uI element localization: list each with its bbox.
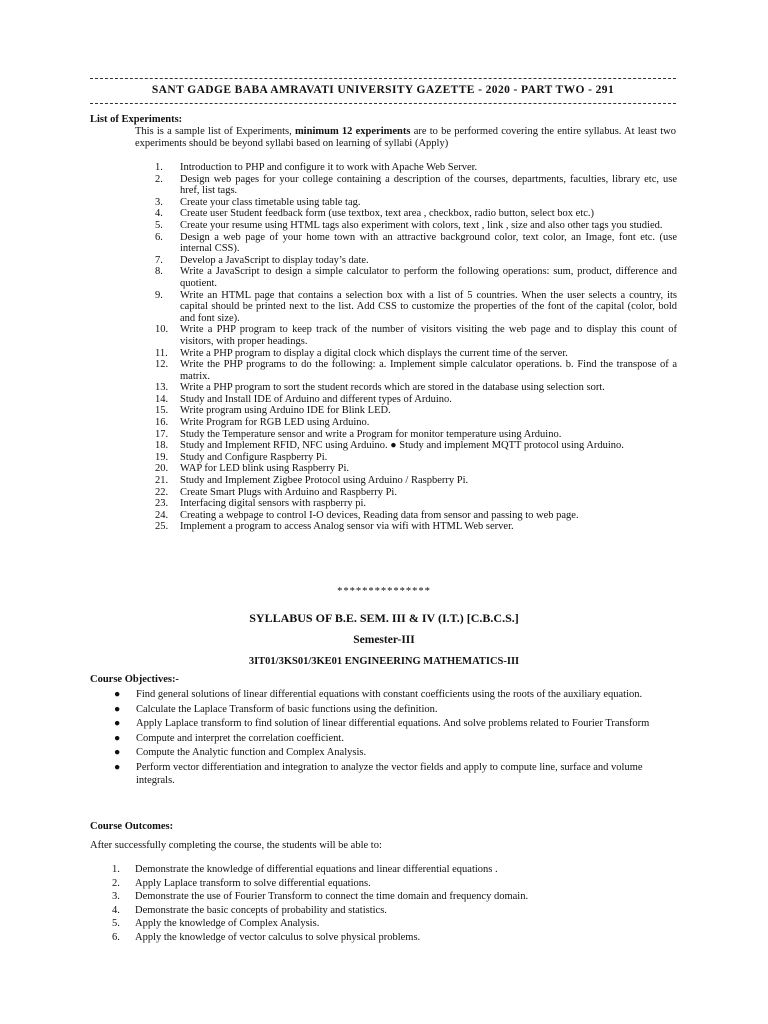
experiment-text: Study and Configure Raspberry Pi. [180, 451, 328, 463]
experiment-item [155, 324, 677, 347]
intro-bold: minimum 12 experiments [294, 126, 411, 137]
experiment-number: 13. [155, 382, 169, 394]
experiment-item [155, 266, 677, 289]
syllabus-title: SYLLABUS OF B.E. SEM. III & IV (I.T.) [C.B.C.S.] [249, 611, 519, 625]
experiment-number: 1. [155, 162, 163, 173]
experiment-text: Write a PHP program to display a digital clock which displays the current time of the server. [180, 347, 568, 359]
objective-item [112, 703, 657, 717]
objective-text: Compute the Analytic function and Complex Analysis. [136, 747, 367, 758]
experiment-item [155, 417, 677, 429]
experiment-number: 15. [155, 405, 169, 417]
objective-text: Compute and interpret the correlation coefficient. [136, 732, 344, 744]
experiment-item [155, 162, 677, 174]
experiment-item [155, 521, 677, 533]
outcome-number: 4. [112, 904, 120, 916]
outcome-number: 5. [112, 918, 120, 929]
outcome-item [112, 863, 672, 877]
objective-text: Find general solutions of linear differential equations with constant coefficients using the roots of the auxiliary equation. [136, 689, 643, 700]
outcome-item [112, 917, 672, 931]
experiment-item [155, 290, 677, 325]
experiment-number: 25. [155, 521, 169, 533]
experiment-text: Write an HTML page that contains a selection box with a list of 5 countries. When the user selects a country, its capital should be printed next to the list. Add CSS to customize the properties of the font of the capital (color, bold and font size). [180, 289, 677, 324]
experiment-number: 14. [155, 393, 169, 405]
objective-item [112, 761, 657, 788]
outcome-number: 6. [112, 931, 120, 943]
semester-heading: Semester-III [353, 634, 415, 646]
experiment-text: Study the Temperature sensor and write a Program for monitor temperature using Arduino. [180, 428, 562, 440]
experiment-number: 11. [155, 347, 168, 359]
experiment-text: Create your resume using HTML tags also experiment with colors, text , link , size and also other tags you studied. [180, 219, 663, 231]
experiment-number: 10. [155, 324, 169, 336]
experiment-item [155, 359, 677, 382]
outcome-item [112, 931, 672, 945]
outcomes-list [112, 863, 672, 944]
experiment-text: Design web pages for your college containing a description of the courses, departments, faculties, library etc, use href, list tags. [180, 173, 677, 197]
bullet-icon: ● [114, 747, 121, 758]
outcome-text: Apply the knowledge of Complex Analysis. [135, 918, 320, 929]
objective-item [112, 746, 657, 760]
outcome-text: Apply Laplace transform to solve differential equations. [135, 877, 371, 889]
experiment-item [155, 197, 677, 209]
experiment-number: 8. [155, 266, 163, 278]
objective-item [112, 688, 657, 702]
outcome-item [112, 904, 672, 918]
experiment-text: Introduction to PHP and configure it to work with Apache Web Server. [180, 162, 478, 173]
experiment-item [155, 510, 677, 522]
experiment-item [155, 498, 677, 510]
bullet-icon: ● [114, 689, 121, 700]
experiment-text: Design a web page of your home town with an attractive background color, text color, an Image, font etc. (use internal CSS). [180, 231, 677, 255]
experiment-item [155, 487, 677, 499]
experiment-number: 6. [155, 231, 163, 243]
experiment-item [155, 475, 677, 487]
gazette-header-title: SANT GADGE BABA AMRAVATI UNIVERSITY GAZETTE - 2020 - PART TWO - 291 [151, 84, 615, 96]
objective-text: Apply Laplace transform to find solution of linear differential equations. And solve problems related to Fourier Transform [136, 718, 650, 729]
experiment-item [155, 232, 677, 255]
experiment-item [155, 174, 677, 197]
experiment-text: Creating a webpage to control I-O devices, Reading data from sensor and passing to web page. [180, 509, 579, 521]
objective-item [112, 717, 657, 731]
experiment-number: 9. [155, 289, 163, 301]
intro-prefix: This is a sample list of Experiments, [135, 126, 295, 137]
experiment-number: 21. [155, 475, 169, 487]
experiments-list [155, 162, 677, 533]
experiment-item [155, 429, 677, 441]
experiment-item [155, 440, 677, 452]
experiment-item [155, 348, 677, 360]
outcome-text: Apply the knowledge of vector calculus to solve physical problems. [135, 931, 421, 943]
experiment-number: 19. [155, 451, 169, 463]
experiment-number: 23. [155, 498, 169, 510]
bullet-icon: ● [114, 732, 121, 744]
experiment-text: Develop a JavaScript to display today’s date. [180, 254, 369, 266]
section-separator: *************** [337, 586, 431, 597]
experiment-number: 4. [155, 208, 163, 220]
outcome-item [112, 890, 672, 904]
experiment-item [155, 452, 677, 464]
course-title: 3IT01/3KS01/3KE01 ENGINEERING MATHEMATICS-III [248, 656, 520, 667]
outcomes-heading: Course Outcomes: [90, 821, 174, 832]
experiment-item [155, 394, 677, 406]
experiment-number: 2. [155, 173, 163, 185]
outcomes-intro: After successfully completing the course, the students will be able to: [90, 840, 382, 851]
experiment-text: Study and Implement Zigbee Protocol using Arduino / Raspberry Pi. [180, 475, 469, 487]
experiment-text: Write Program for RGB LED using Arduino. [180, 417, 370, 429]
experiment-text: Create user Student feedback form (use textbox, text area , checkbox, radio button, select box etc.) [180, 208, 595, 220]
objective-item [112, 732, 657, 746]
experiment-text: Implement a program to access Analog sensor via wifi with HTML Web server. [180, 521, 514, 533]
experiment-number: 22. [155, 486, 169, 498]
objective-text: Perform vector differentiation and integration to analyze the vector fields and apply to compute line, surface and volume integrals. [136, 761, 643, 786]
experiment-text: WAP for LED blink using Raspberry Pi. [180, 463, 350, 475]
header-top-rule [90, 78, 676, 79]
experiment-text: Create your class timetable using table tag. [180, 196, 361, 208]
experiment-number: 24. [155, 509, 169, 521]
outcome-number: 3. [112, 891, 120, 902]
experiments-intro [135, 126, 676, 149]
experiment-item [155, 255, 677, 267]
experiment-text: Write a JavaScript to design a simple calculator to perform the following operations: sum, product, difference and quotient. [180, 266, 677, 289]
experiment-text: Write a PHP program to keep track of the number of visitors visiting the web page and to display this count of visitors, with proper headings. [180, 324, 677, 347]
experiment-number: 12. [155, 359, 169, 371]
bullet-icon: ● [114, 761, 121, 773]
objective-text: Calculate the Laplace Transform of basic functions using the definition. [136, 703, 438, 715]
experiment-item [155, 220, 677, 232]
bullet-icon: ● [114, 718, 121, 729]
bullet-icon: ● [114, 703, 121, 715]
experiment-number: 3. [155, 196, 163, 208]
experiment-number: 18. [155, 440, 169, 452]
experiment-item [155, 405, 677, 417]
outcome-text: Demonstrate the use of Fourier Transform to connect the time domain and frequency domain. [135, 891, 529, 902]
experiment-item [155, 208, 677, 220]
objectives-heading: Course Objectives:- [90, 674, 179, 685]
outcome-number: 1. [112, 864, 120, 875]
objectives-list [112, 688, 657, 789]
experiment-number: 17. [155, 428, 169, 440]
experiment-text: Write the PHP programs to do the following: a. Implement simple calculator operations. b. Find the transpose of a matrix. [180, 359, 677, 382]
experiment-number: 7. [155, 254, 163, 266]
header-bottom-rule [90, 103, 676, 104]
experiment-text: Create Smart Plugs with Arduino and Raspberry Pi. [180, 486, 397, 498]
experiment-text: Study and Install IDE of Arduino and different types of Arduino. [180, 393, 452, 405]
experiment-item [155, 382, 677, 394]
outcome-item [112, 877, 672, 891]
experiment-text: Study and Implement RFID, NFC using Arduino. ● Study and implement MQTT protocol using Arduino. [180, 440, 624, 452]
experiment-number: 16. [155, 417, 169, 429]
intro-suffix: are to be performed covering the entire syllabus. At least two experiments should be beyond syllabi based on learning of syllabi (Apply) [135, 126, 676, 149]
outcome-text: Demonstrate the basic concepts of probability and statistics. [135, 904, 387, 916]
outcome-number: 2. [112, 877, 120, 889]
experiments-heading: List of Experiments: [90, 114, 183, 125]
experiment-text: Interfacing digital sensors with raspberry pi. [180, 498, 367, 510]
experiment-text: Write a PHP program to sort the student records which are stored in the database using selection sort. [180, 382, 605, 394]
experiment-item [155, 463, 677, 475]
outcome-text: Demonstrate the knowledge of differential equations and linear differential equations . [135, 864, 498, 875]
experiment-text: Write program using Arduino IDE for Blink LED. [180, 405, 391, 417]
experiment-number: 5. [155, 219, 163, 231]
experiment-number: 20. [155, 463, 169, 475]
